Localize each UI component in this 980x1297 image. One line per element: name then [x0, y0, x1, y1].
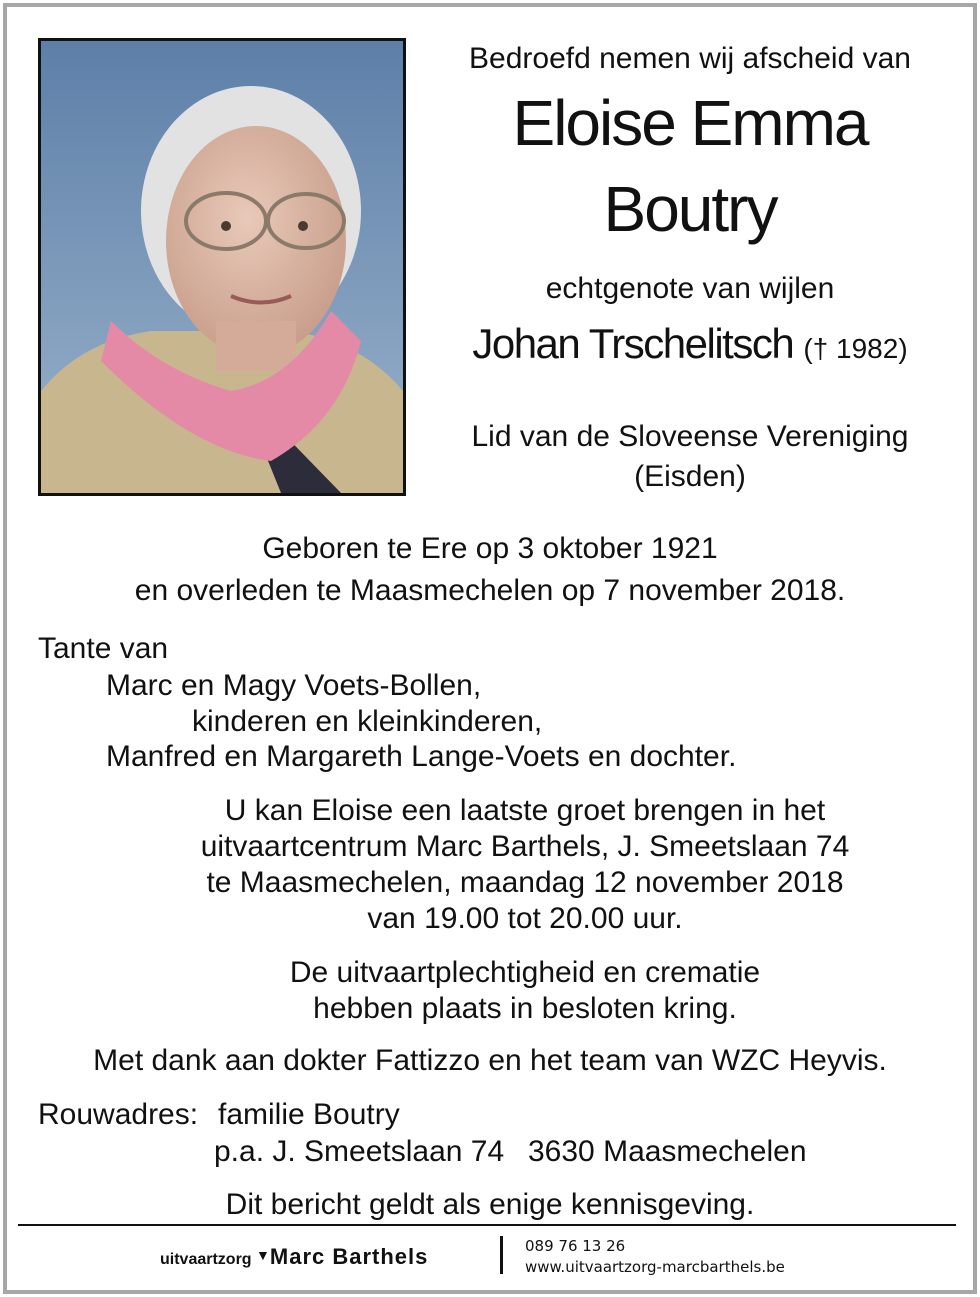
brand-name: Marc Barthels: [269, 1244, 429, 1269]
ceremony-line-2: hebben plaats in besloten kring.: [313, 992, 737, 1025]
address-name: familie Boutry: [218, 1098, 400, 1131]
deceased-last-name: Boutry: [603, 173, 777, 245]
brand-prefix: uitvaartzorg: [160, 1251, 252, 1268]
portrait-photo: [38, 38, 406, 496]
membership-line-1: Lid van de Sloveense Vereniging: [471, 420, 909, 453]
deceased-first-names: Eloise Emma: [512, 87, 868, 159]
membership-line-2: (Eisden): [634, 460, 746, 493]
footer-phone: 089 76 13 26: [525, 1237, 626, 1255]
address-street: p.a. J. Smeetslaan 74: [214, 1135, 505, 1168]
spouse-intro: echtgenote van wijlen: [545, 272, 835, 305]
intro-line: Bedroefd nemen wij afscheid van: [469, 42, 911, 75]
footer-separator: [500, 1236, 503, 1274]
notice-line: Dit bericht geldt als enige kennisgeving.: [225, 1188, 755, 1221]
thanks-line: Met dank aan dokter Fattizzo en het team van WZC Heyvis.: [93, 1044, 887, 1077]
spouse-line: [410, 320, 970, 373]
relatives-intro: Tante van: [38, 632, 169, 665]
relatives-line-2: kinderen en kleinkinderen,: [192, 705, 543, 738]
visitation-line-1: U kan Eloise een laatste groet brengen in het: [224, 794, 826, 827]
birth-line: Geboren te Ere op 3 oktober 1921: [262, 532, 718, 565]
visitation-line-4: van 19.00 tot 20.00 uur.: [367, 902, 683, 935]
footer-divider: [18, 1224, 956, 1226]
triangle-icon: ▼: [256, 1247, 270, 1263]
spouse-death-year: († 1982): [803, 333, 908, 364]
footer-website[interactable]: www.uitvaartzorg-marcbarthels.be: [525, 1258, 785, 1276]
address-label: Rouwadres:: [38, 1098, 199, 1131]
visitation-line-3: te Maasmechelen, maandag 12 november 2018: [206, 866, 844, 899]
footer-contact: [525, 1236, 785, 1278]
visitation-line-2: uitvaartcentrum Marc Barthels, J. Smeetslaan 74: [200, 830, 850, 863]
relatives-line-1: Marc en Magy Voets-Bollen,: [106, 669, 482, 702]
death-line: en overleden te Maasmechelen op 7 november 2018.: [134, 574, 846, 607]
ceremony-line-1: De uitvaartplechtigheid en crematie: [289, 956, 761, 989]
footer-brand: [160, 1244, 428, 1270]
relatives-line-3: Manfred en Margareth Lange-Voets en dochter.: [106, 740, 737, 773]
spouse-name: Johan Trschelitsch: [472, 320, 794, 367]
address-city: 3630 Maasmechelen: [528, 1135, 807, 1168]
